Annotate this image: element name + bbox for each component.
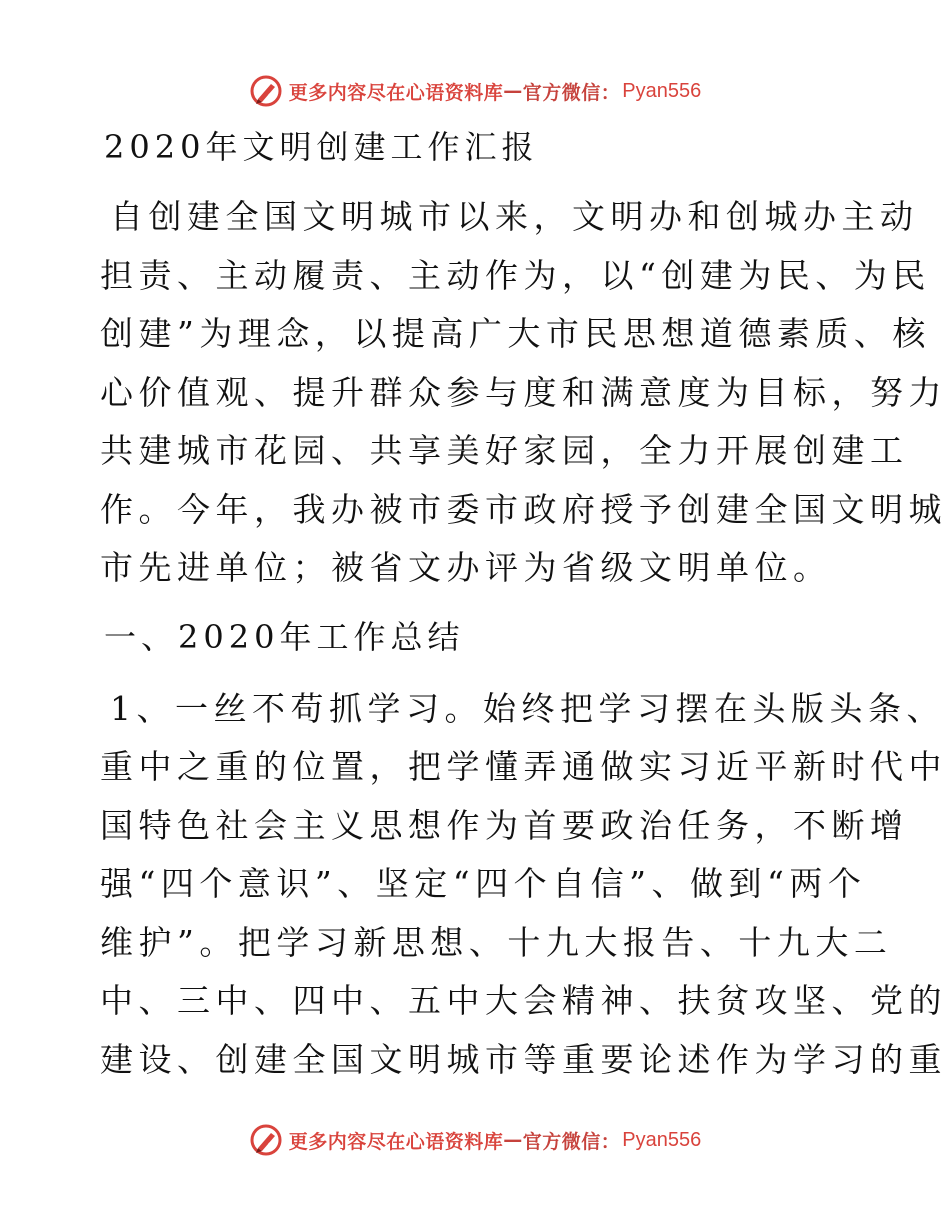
pen-logo-icon xyxy=(249,1123,283,1157)
footer-watermark-banner xyxy=(0,1120,950,1160)
intro-line: 共建城市花园、共享美好家园，全力开展创建工 xyxy=(100,431,909,470)
section1-line: 中、三中、四中、五中大会精神、扶贫攻坚、党的 xyxy=(100,981,947,1020)
section1-line: 国特色社会主义思想作为首要政治任务，不断增 xyxy=(100,805,909,845)
section1-line: 维护”。把学习新思想、十九大报告、十九大二 xyxy=(100,922,893,962)
banner-dash: — xyxy=(503,80,523,102)
section1-line: 1、一丝不苟抓学习。始终把学习摆在头版头条、 xyxy=(110,688,945,728)
banner-wechat-label: 官方微信： xyxy=(522,1130,621,1153)
banner-wechat-label: 官方微信： xyxy=(522,81,621,104)
intro-line: 担责、主动履责、主动作为，以“创建为民、为民 xyxy=(100,255,931,295)
header-watermark-banner xyxy=(0,71,950,111)
intro-paragraph xyxy=(100,188,947,598)
banner-dash: — xyxy=(503,1129,523,1151)
intro-line: 自创建全国文明城市以来，文明办和创城办主动 xyxy=(110,197,919,236)
document-title: 2020年文明创建工作汇报 xyxy=(104,128,539,166)
banner-wechat-id: Pyan556 xyxy=(622,79,702,102)
section1-line: 建设、创建全国文明城市等重要论述作为学习的重 xyxy=(100,1039,947,1079)
document-body xyxy=(100,126,947,1098)
intro-line: 创建”为理念，以提高广大市民思想道德素质、核 xyxy=(100,314,931,353)
intro-line: 心价值观、提升群众参与度和满意度为目标，努力 xyxy=(100,372,947,412)
intro-line: 市先进单位；被省文办评为省级文明单位。 xyxy=(100,548,832,587)
section1-line: 强“四个意识”、坚定“四个自信”、做到“两个 xyxy=(100,864,867,903)
banner-wechat-id: Pyan556 xyxy=(622,1128,702,1151)
section1-line: 重中之重的位置，把学懂弄通做实习近平新时代中 xyxy=(100,747,947,786)
intro-line: 作。今年，我办被市委市政府授予创建全国文明城 xyxy=(100,489,947,529)
pen-logo-icon xyxy=(249,74,283,108)
section1-paragraph xyxy=(100,680,947,1090)
banner-main-text: 更多内容尽在心语资料库 xyxy=(288,1130,504,1153)
banner-main-text: 更多内容尽在心语资料库 xyxy=(288,81,504,104)
section-heading: 一、2020年工作总结 xyxy=(104,617,465,656)
